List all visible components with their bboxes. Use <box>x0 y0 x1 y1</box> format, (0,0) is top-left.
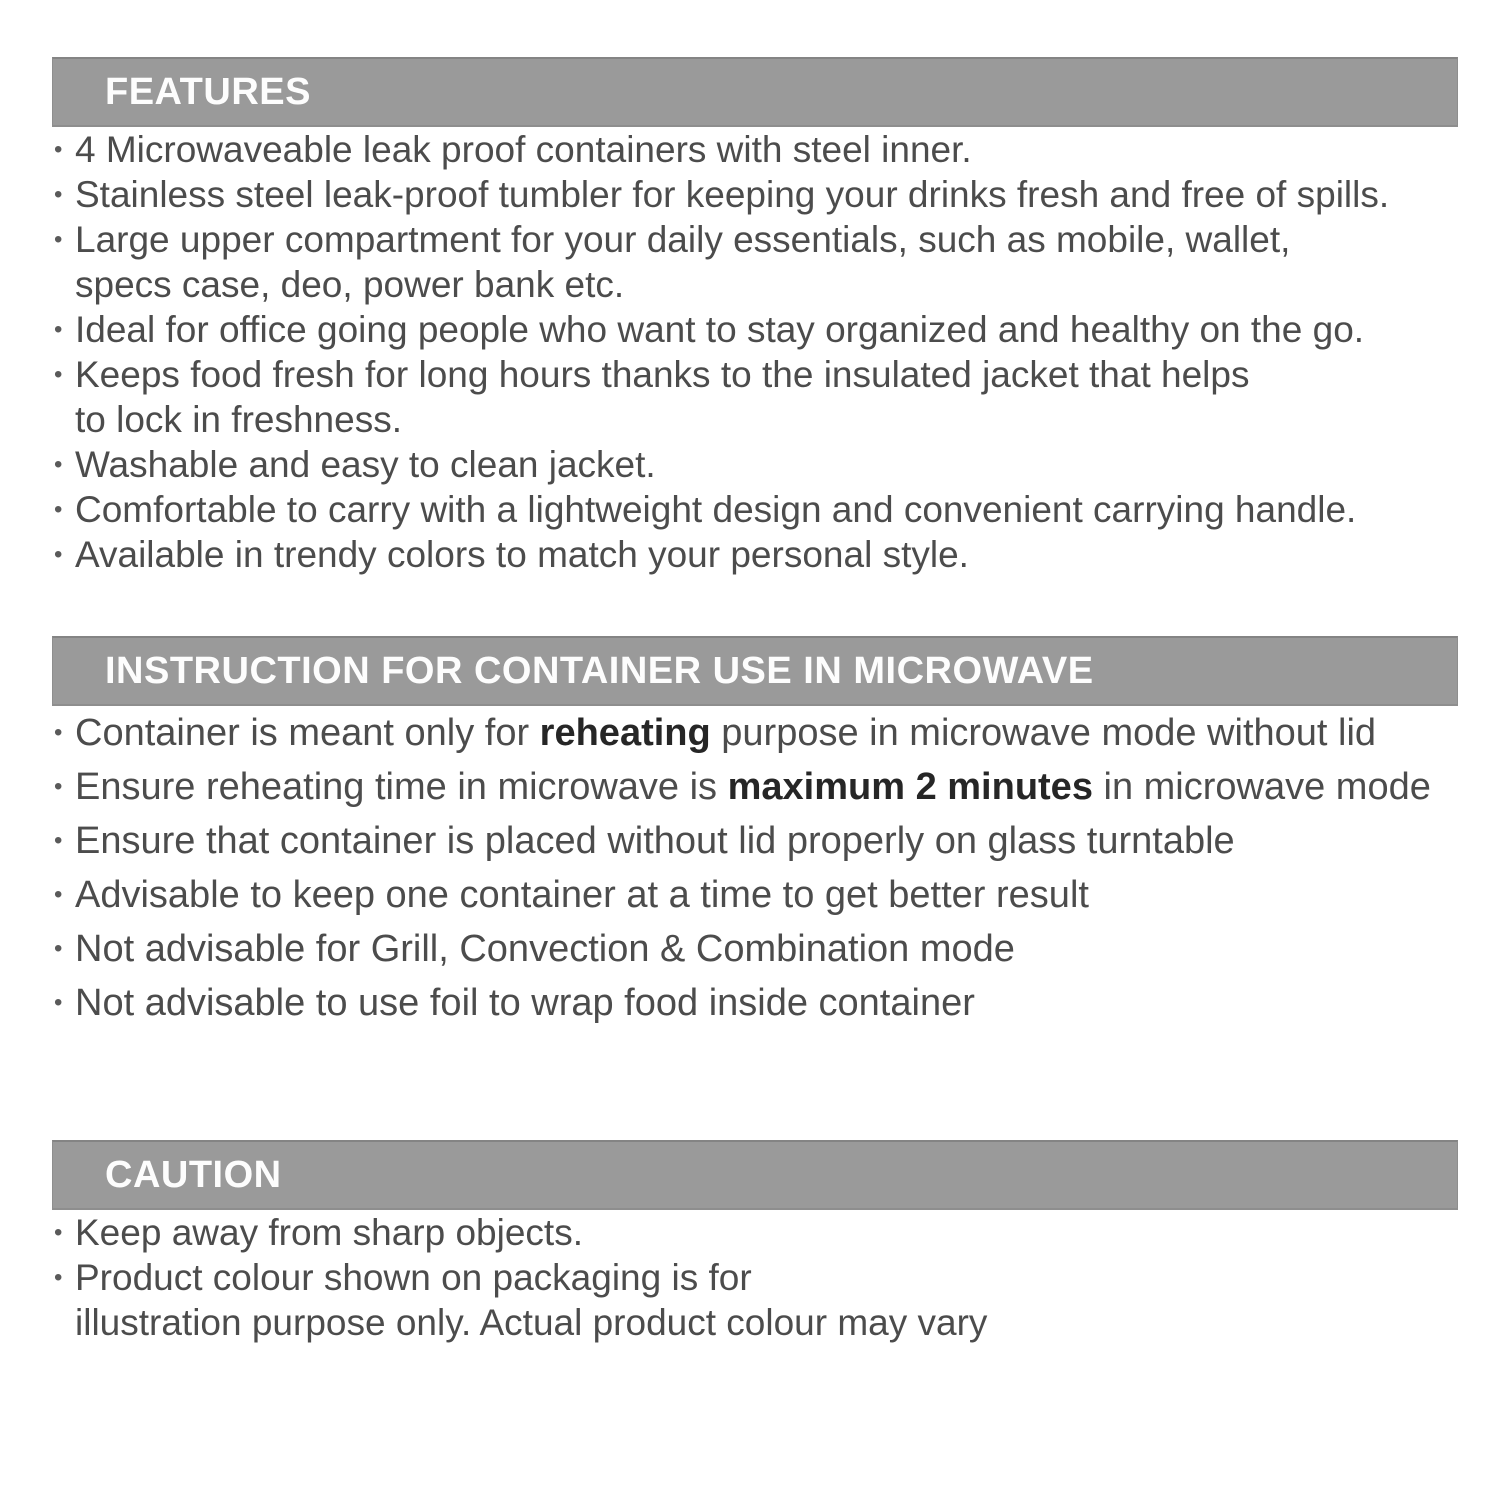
list-item <box>52 442 1458 487</box>
bullet-text-line: Ensure that container is placed without lid properly on glass turntable <box>75 820 1235 862</box>
bullet-text-line: Ensure reheating time in microwave is maximum 2 minutes in microwave mode <box>75 766 1431 808</box>
list-item <box>52 868 1458 922</box>
bullet-icon: • <box>54 989 63 1016</box>
section-features <box>52 57 1458 577</box>
bullet-text-line: illustration purpose only. Actual product colour may vary <box>75 1302 988 1343</box>
list-item <box>52 532 1458 577</box>
caution-header-bar <box>52 1140 1458 1210</box>
list-item <box>52 487 1458 532</box>
list-item <box>52 127 1458 172</box>
list-item <box>52 217 1458 307</box>
bullet-text-line: to lock in freshness. <box>75 399 402 440</box>
bullet-icon: • <box>54 935 63 962</box>
bullet-icon: • <box>54 1264 63 1291</box>
caution-section-title: CAUTION <box>105 1153 282 1196</box>
list-item <box>52 922 1458 976</box>
bullet-text-line: Not advisable for Grill, Convection & Combination mode <box>75 928 1015 970</box>
caution-list <box>52 1210 1458 1345</box>
instruction-section-title: INSTRUCTION FOR CONTAINER USE IN MICROWAVE <box>105 649 1094 692</box>
bullet-icon: • <box>54 719 63 746</box>
bullet-icon: • <box>54 541 63 568</box>
bullet-icon: • <box>54 226 63 253</box>
bullet-text-line: Keep away from sharp objects. <box>75 1212 583 1253</box>
list-item <box>52 1255 1458 1345</box>
list-item <box>52 172 1458 217</box>
list-item <box>52 706 1458 760</box>
bullet-text-line: Washable and easy to clean jacket. <box>75 444 656 485</box>
features-header-bar <box>52 57 1458 127</box>
bullet-icon: • <box>54 181 63 208</box>
bullet-icon: • <box>54 136 63 163</box>
list-item <box>52 976 1458 1030</box>
bullet-text-line: Keeps food fresh for long hours thanks to the insulated jacket that helps <box>75 354 1250 395</box>
bullet-icon: • <box>54 496 63 523</box>
bullet-text-line: Large upper compartment for your daily essentials, such as mobile, wallet, <box>75 219 1291 260</box>
features-section-title: FEATURES <box>105 70 311 113</box>
list-item <box>52 814 1458 868</box>
list-item <box>52 307 1458 352</box>
bullet-text-line: Advisable to keep one container at a time to get better result <box>75 874 1089 916</box>
bullet-text-line: Comfortable to carry with a lightweight design and convenient carrying handle. <box>75 489 1357 530</box>
bullet-text-line: 4 Microwaveable leak proof containers with steel inner. <box>75 129 972 170</box>
section-instruction <box>52 636 1458 1030</box>
section-caution <box>52 1140 1458 1345</box>
bullet-text-line: Not advisable to use foil to wrap food inside container <box>75 982 975 1024</box>
bullet-text-line: Stainless steel leak-proof tumbler for keeping your drinks fresh and free of spills. <box>75 174 1390 215</box>
bullet-icon: • <box>54 316 63 343</box>
bullet-icon: • <box>54 1219 63 1246</box>
bullet-text-line: Available in trendy colors to match your personal style. <box>75 534 969 575</box>
bullet-icon: • <box>54 361 63 388</box>
bullet-text-line: Product colour shown on packaging is for <box>75 1257 752 1298</box>
list-item <box>52 1210 1458 1255</box>
bullet-icon: • <box>54 881 63 908</box>
features-list <box>52 127 1458 577</box>
bullet-icon: • <box>54 451 63 478</box>
list-item <box>52 760 1458 814</box>
bullet-text-line: Container is meant only for reheating purpose in microwave mode without lid <box>75 712 1377 754</box>
bullet-text-line: specs case, deo, power bank etc. <box>75 264 625 305</box>
bullet-text-line: Ideal for office going people who want to stay organized and healthy on the go. <box>75 309 1365 350</box>
instruction-header-bar <box>52 636 1458 706</box>
bullet-icon: • <box>54 827 63 854</box>
list-item <box>52 352 1458 442</box>
instruction-list <box>52 706 1458 1030</box>
bullet-icon: • <box>54 773 63 800</box>
